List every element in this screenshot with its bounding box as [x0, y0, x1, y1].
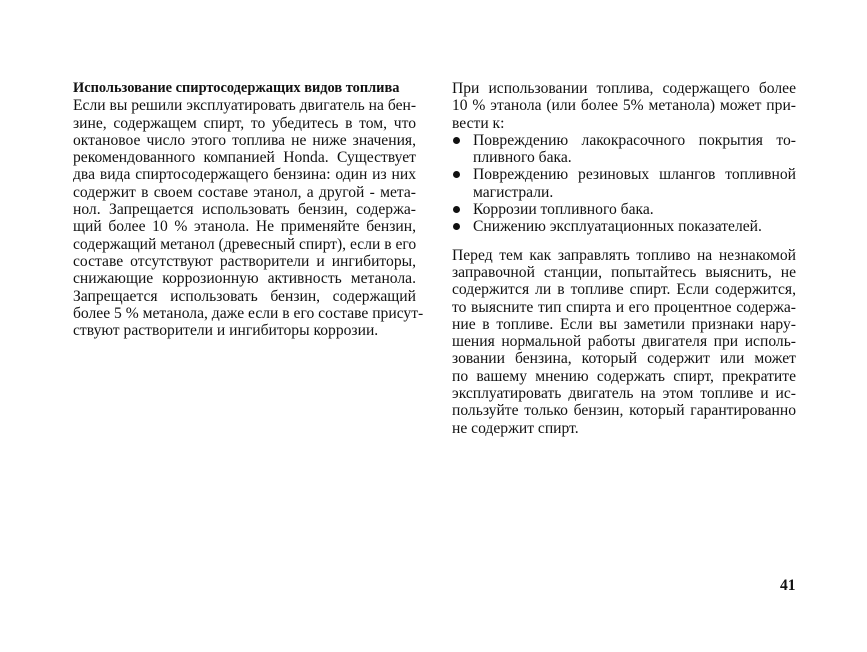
- text-line: заправочной станции, попытайтесь выяснить, не: [452, 263, 796, 281]
- text-line: Коррозии топливного бака.: [473, 201, 654, 219]
- text-line: нол. Запрещается использовать бензин, содержа-: [73, 201, 416, 219]
- section-heading: Использование спиртосодержащих видов топлива: [73, 80, 400, 96]
- text-line: октановое число этого топлива не ниже значения,: [73, 131, 416, 149]
- text-line: составе отсутствуют растворители и ингибиторы,: [73, 252, 416, 270]
- text-line: два вида спиртосодержащего бензина: один из них: [73, 166, 416, 184]
- text-line: Перед тем как заправлять топливо на незнакомой: [452, 246, 796, 264]
- text-line: Снижению эксплуатационных показателей.: [473, 218, 762, 236]
- text-line: зине, содержащем спирт, то убедитесь в том, что: [73, 114, 416, 132]
- list-item: [452, 132, 796, 167]
- text-line: шения нормальной работы двигателя при исполь-: [452, 333, 796, 351]
- bullet-icon: [453, 223, 460, 230]
- text-line: снижающие коррозионную активность метанола.: [73, 270, 416, 288]
- text-line: 10 % этанола (или более 5% метанола) может при-: [452, 97, 796, 115]
- consequences-list: [452, 132, 796, 236]
- text-line: рекомендованного компанией Honda. Существует: [73, 149, 416, 167]
- text-line: Запрещается использовать бензин, содержащий: [73, 287, 416, 305]
- text-line: пользуйте только бензин, который гарантированно: [452, 402, 796, 420]
- text-line: Если вы решили эксплуатировать двигатель на бен-: [73, 97, 417, 115]
- bullet-icon: [453, 206, 460, 213]
- text-line: то выясните тип спирта и его процентное содержа-: [452, 298, 796, 316]
- list-item: [452, 166, 796, 201]
- text-line: вести к:: [452, 114, 505, 132]
- list-item: [452, 218, 796, 235]
- paragraph-spacer: [452, 236, 796, 247]
- text-line: пливного бака.: [473, 149, 572, 167]
- text-line: зовании бензина, который содержит или может: [452, 350, 796, 368]
- text-line: более 5 % метанола, даже если в его составе присут-: [73, 304, 424, 322]
- text-line: магистрали.: [473, 183, 554, 201]
- text-line: не содержит спирт.: [452, 419, 579, 437]
- text-line: содержит в своем составе этанол, а другой - мета-: [73, 183, 416, 201]
- text-line: При использовании топлива, содержащего более: [452, 80, 796, 97]
- right-column: [452, 80, 796, 437]
- text-line: Повреждению резиновых шлангов топливной: [473, 166, 796, 184]
- text-line: содержится ли в топливе спирт. Если содержится,: [452, 281, 796, 299]
- text-line: ние в топливе. Если вы заметили признаки нару-: [452, 315, 796, 333]
- left-column: [73, 80, 424, 340]
- text-line: ствуют растворители и ингибиторы коррозии.: [73, 322, 379, 340]
- text-line: по вашему мнению содержать спирт, прекратите: [452, 367, 796, 385]
- bullet-icon: [453, 171, 460, 178]
- text-line: эксплуатировать двигатель на этом топливе и ис-: [452, 385, 796, 403]
- text-line: щий более 10 % этанола. Не применяйте бензин,: [73, 218, 416, 236]
- text-line: содержащий метанол (древесный спирт), если в его: [73, 235, 417, 253]
- intro-paragraph: [452, 80, 796, 132]
- station-paragraph: [452, 247, 796, 437]
- page-number: 41: [780, 577, 796, 594]
- list-item: [452, 201, 796, 218]
- left-paragraph: [73, 97, 424, 340]
- text-line: Повреждению лакокрасочного покрытия то-: [473, 131, 796, 149]
- bullet-icon: [453, 137, 460, 144]
